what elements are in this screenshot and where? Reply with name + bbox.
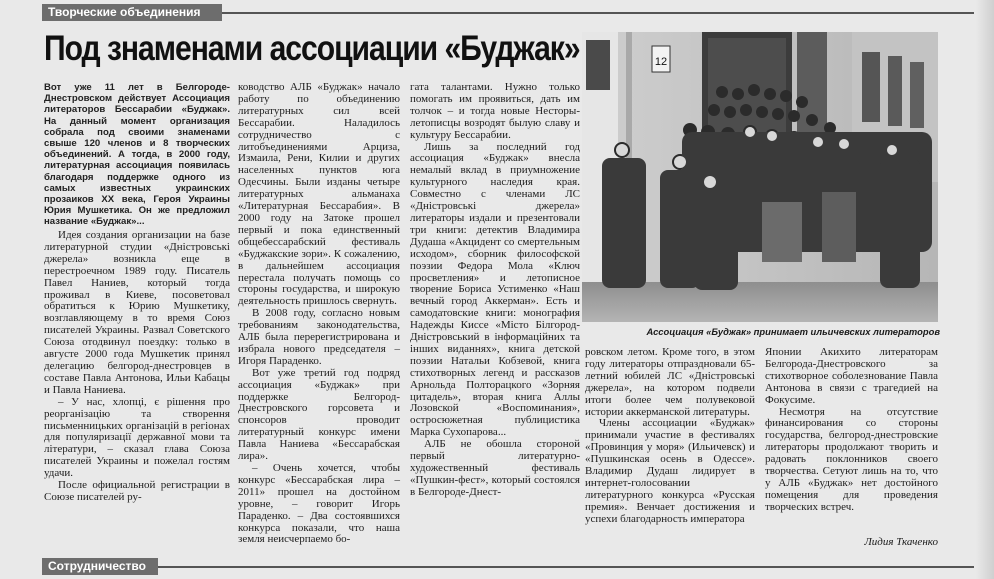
paragraph: ководство АЛБ «Буджак» начало работу по объединению литературных сил всей Бессарабии. Наладилось сотрудничество с литобъединениями Арциза, Измаила, Рени, Килии и других населенных пунктов юга Одесчины. Были изданы четыре литературных альманаха «Литературная Бессарабия». В 2000 году на Затоке прошел первый и пока единственный общебессарабский фестиваль «Буджакские зори». К сожалению, в дальнейшем ассоциация перестала получать помощь со стороны государства, и широкую деятельность пришлось свернуть. bbox=[238, 81, 400, 308]
text-column-1 bbox=[44, 230, 230, 504]
paragraph: – Очень хочется, чтобы конкурс «Бессарабская лира – 2011» прошел на достойном уровне, – говорит Игорь Параденко. – Два состоявшихся конкурса показали, что наша земля неисчерпаемо бо- bbox=[238, 462, 400, 546]
paragraph: После официальной регистрации в Союзе писателей ру- bbox=[44, 479, 230, 503]
paragraph: Вот уже третий год подряд ассоциация «Буджак» при поддержке Белгород-Днестровского горсовета и спонсоров проводит литературный конкурс имени Павла Наниева «Бессарабская лира». bbox=[238, 366, 400, 463]
paragraph: ровском летом. Кроме того, в этом году литераторы отпраздновали 65-летний юбилей ЛС «Дністровські джерела», на котором подвели итоги более чем полувековой истории аккерманской литературы. bbox=[585, 346, 755, 418]
text-column-3 bbox=[410, 82, 580, 499]
rubric-label: Творческие объединения bbox=[42, 4, 222, 21]
paragraph: Несмотря на отсутствие финансирования со стороны государства, белгород-днестровские литераторы продолжают творить и радовать поклонников своего творчества. Сетуют лишь на то, что у АЛБ «Буджак» нет достойного помещения для проведения творческих встреч. bbox=[765, 405, 938, 513]
rubric-divider-bottom bbox=[158, 566, 974, 568]
photo-caption: Ассоциация «Буджак» принимает ильичевских литераторов bbox=[646, 326, 940, 337]
group-photo-icon bbox=[582, 32, 938, 322]
article-lead: Вот уже 11 лет в Белгороде-Днестровском действует Ассоциация литераторов Бессарабии «Буджак». На данный момент организация собрала под своими знаменами свыше 120 членов и 8 творческих объединений. А тогда, в 2000 году, литературная ассоциация появилась благодаря поддержке одного из самых известных украинских прозаиков XX века, Героя Украины Юрия Мушкетика. Он же предложил название «Буджак»... bbox=[44, 82, 230, 228]
text-column-4 bbox=[585, 347, 755, 526]
paragraph: Японии Акихито литераторам Белгорода-Днестровского за стихотворное соболезнование Павла Антонова в связи с трагедией на Фокусиме. bbox=[765, 346, 938, 406]
paragraph: Члены ассоциации «Буджак» принимали участие в фестивалях «Провинция у моря» (Ильичевск) и «Пушкинская осень в Одессе». Владимир Дудаш лидирует в интернет-голосовании литературного конкурса «Русская премия». Венчает достижения и успехи благодарность императора bbox=[585, 417, 755, 525]
paragraph: В 2008 году, согласно новым требованиям законодательства, АЛБ была перерегистрирована и избрала нового председателя – Игоря Параденко. bbox=[238, 307, 400, 367]
rubric-label-bottom: Сотрудничество bbox=[42, 558, 158, 575]
paragraph: – У нас, хлопці, є рішення про реорганізацію та створення письменницьких організацій в регіонах для популяризації державної мови та літератури, – сказал глава Союза писателей Украины и пожелал гостям удачи. bbox=[44, 395, 230, 480]
text-column-5 bbox=[765, 347, 938, 514]
page-fold-shadow bbox=[976, 0, 994, 579]
group-photo bbox=[582, 32, 938, 322]
rubric-divider bbox=[222, 12, 974, 14]
article-headline: Под знаменами ассоциации «Буджак» bbox=[44, 29, 580, 68]
text-column-2 bbox=[238, 82, 400, 546]
paragraph: АЛБ не обошла стороной первый литературно-художественный фестиваль «Пушкин-фест», который состоялся в Белгороде-Днест- bbox=[410, 438, 580, 498]
paragraph: Лишь за последний год ассоциация «Буджак» внесла немалый вклад в приумножение культурного наследия края. Совместно с членами ЛС «Дністровські джерела» литераторы издали и презентовали три книги: детектив Владимира Дудаша «Акцидент со смертельным исходом», сборник философской поэзии Федора Мола «Ключ просветления» и летописное творение Бориса Устименко «Наш вечный город Аккерман». Есть и самодатовские книги: монография Надежды Киссе «Місто Білгород-Дністровський в інформаційних та інших виданнях», книга детской поэзии Натальи Кобзевой, книга стихотворных легенд и рассказов Арнольда Полторацкого «Зорняя цитадель», вторая книга Аллы Лозовской «Воспоминания», остросюжетная публицистика Марка Сухопарова... bbox=[410, 140, 580, 439]
article-author: Лидия Ткаченко bbox=[864, 536, 938, 548]
house-number: 12 bbox=[654, 56, 668, 68]
paragraph: Идея создания организации на базе литературной студии «Дністровські джерела» возникла еще в перестроечном 1989 году. Писатель Павел Наниев, который тогда проживал в Киеве, посоветовал обратиться к Юрию Мушкетику, возглавляющему в то время Союз писателей Украины. Развал Советского Союза отодвинул поездку: только в августе 2000 года Мушкетик принял делегацию белгород-днестровцев в составе Павла Антонова, Ильи Кабацы и Павла Наниева. bbox=[44, 229, 230, 396]
paragraph: гата талантами. Нужно только помогать им проявиться, дать им толчок – и тогда новые Несторы-летописцы возродят былую славу и культуру Бессарабии. bbox=[410, 81, 580, 141]
